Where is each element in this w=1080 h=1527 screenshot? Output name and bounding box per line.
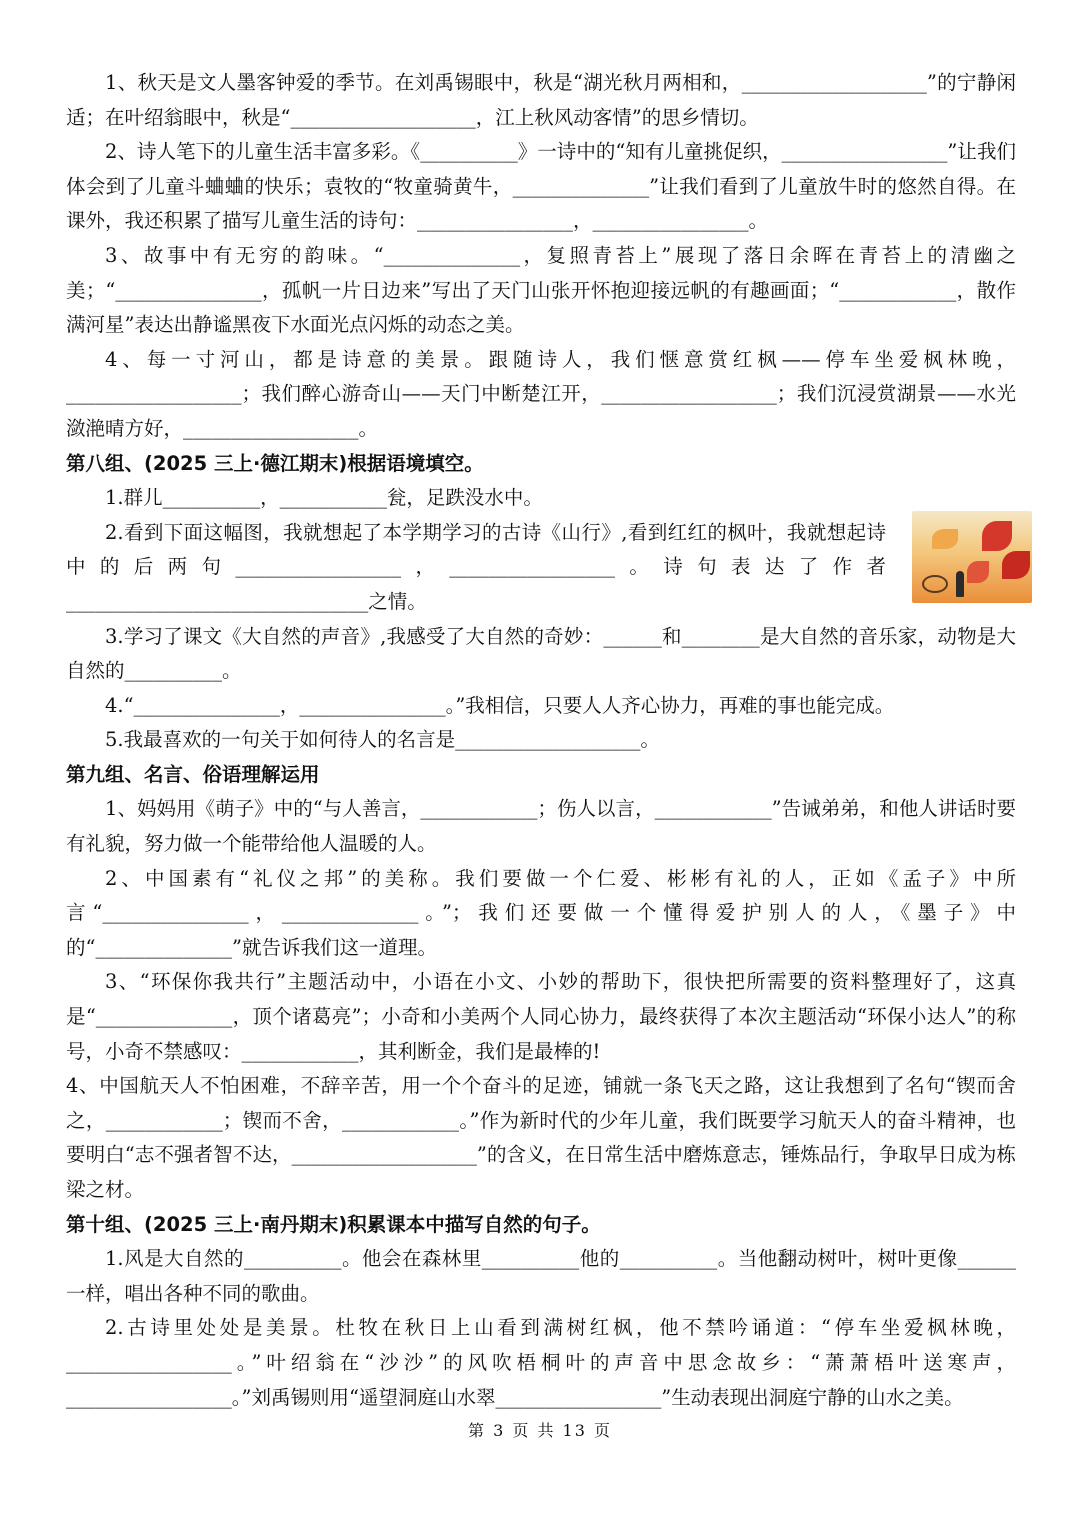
g9-heading: 第九组、名言、俗语理解运用 — [66, 762, 320, 786]
g8-question-5: 5.我最喜欢的一句关于如何待人的名言是___________________。 — [105, 728, 660, 752]
g7-question-2: 2、诗人笔下的儿童生活丰富多彩。《__________》一诗中的“知有儿童挑促织，_________________”让我们体会到了儿童斗蛐蛐的快乐；袁牧的“牧童骑黄牛，______________”让我们看到了儿童放牛时的悠然自得。在课外，我还积累了描写儿童生活的诗句：________________，________________。 — [66, 140, 1016, 233]
g7-question-3: 3、故事中有无穷的韵味。“______________，复照青苔上”展现了落日余晖在青苔上的清幽之美；“_______________，孤帆一片日边来”写出了天门山张开怀抱迎接远帆的有趣画面；“____________，散作满河星”表达出静谧黑夜下水面光点闪烁的动态之美。 — [66, 243, 1016, 337]
maple-autumn-illustration — [912, 511, 1032, 603]
group-10 — [66, 1208, 1016, 1416]
g8-question-3: 3.学习了课文《大自然的声音》,我感受了大自然的奇妙：______和________是大自然的音乐家，动物是大自然的__________。 — [66, 624, 1016, 683]
page-footer: 第 3 页 共 13 页 — [468, 1421, 612, 1440]
g10-question-1: 1.风是大自然的__________。他会在森林里__________他的__________。当他翻动树叶，树叶更像______一样，唱出各种不同的歌曲。 — [66, 1247, 1016, 1305]
g10-heading: 第十组、(2025 三上·南丹期末)积累课本中描写自然的句子。 — [66, 1212, 601, 1236]
g7-question-4: 4、每一寸河山，都是诗意的美景。跟随诗人，我们惬意赏红枫——停车坐爱枫林晚，__________________；我们醉心游奇山——天门中断楚江开，__________________；我们沉浸赏湖景——水光潋滟晴方好，__________________。 — [66, 347, 1016, 440]
cart-icon — [922, 575, 948, 593]
group-7 — [66, 66, 1016, 447]
group-9 — [66, 758, 1016, 1208]
person-icon — [956, 571, 964, 597]
group-8 — [66, 447, 1016, 758]
g8-question-2: 2.看到下面这幅图，我就想起了本学期学习的古诗《山行》,看到红红的枫叶，我就想起诗中的后两句_________________，_________________。诗句表达了作者_______________________________之情。 — [66, 520, 886, 613]
g8-question-1: 1.群儿__________，___________瓮，足跌没水中。 — [105, 486, 543, 510]
g9-question-2: 2、中国素有“礼仪之邦”的美称。我们要做一个仁爱、彬彬有礼的人，正如《孟子》中所言“_______________，______________。”；我们还要做一个懂得爱护别人的人，《墨子》中的“______________”就告诉我们这一道理。 — [66, 866, 1016, 959]
g8-question-4: 4.“_______________，_______________。”我相信，只要人人齐心协力，再难的事也能完成。 — [105, 693, 895, 717]
g7-question-1: 1、秋天是文人墨客钟爱的季节。在刘禹锡眼中，秋是“湖光秋月两相和，___________________”的宁静闲适；在叶绍翁眼中，秋是“___________________，江上秋风动客情”的思乡情切。 — [66, 71, 1016, 129]
g10-question-2: 2.古诗里处处是美景。杜牧在秋日上山看到满树红枫，他不禁吟诵道：“停车坐爱枫林晚，_________________。”叶绍翁在“沙沙”的风吹梧桐叶的声音中思念故乡：“萧萧梧叶送寒声，_________________。”刘禹锡则用“遥望洞庭山水翠_________________”生动表现出洞庭宁静的山水之美。 — [66, 1316, 1016, 1409]
g9-question-3: 3、“环保你我共行”主题活动中，小语在小文、小妙的帮助下，很快把所需要的资料整理好了，这真是“______________，顶个诸葛亮”；小奇和小美两个人同心协力，最终获得了本次主题活动“环保小达人”的称号，小奇不禁感叹：____________，其利断金，我们是最棒的! — [66, 970, 1016, 1063]
worksheet-page — [66, 66, 1016, 1415]
g8-heading: 第八组、(2025 三上·德江期末)根据语境填空。 — [66, 451, 484, 475]
g9-question-4: 4、中国航天人不怕困难，不辞辛苦，用一个个奋斗的足迹，铺就一条飞天之路，这让我想到了名句“锲而舍之，____________；锲而不舍，____________。”作为新时代的少年儿童，我们既要学习航天人的奋斗精神，也要明白“志不强者智不达，___________________”的含义，在日常生活中磨炼意志，锤炼品行，争取早日成为栋梁之材。 — [66, 1074, 1016, 1201]
g9-question-1: 1、妈妈用《萌子》中的“与人善言，____________；伤人以言，____________”告诫弟弟，和他人讲话时要有礼貌，努力做一个能带给他人温暖的人。 — [66, 797, 1016, 856]
